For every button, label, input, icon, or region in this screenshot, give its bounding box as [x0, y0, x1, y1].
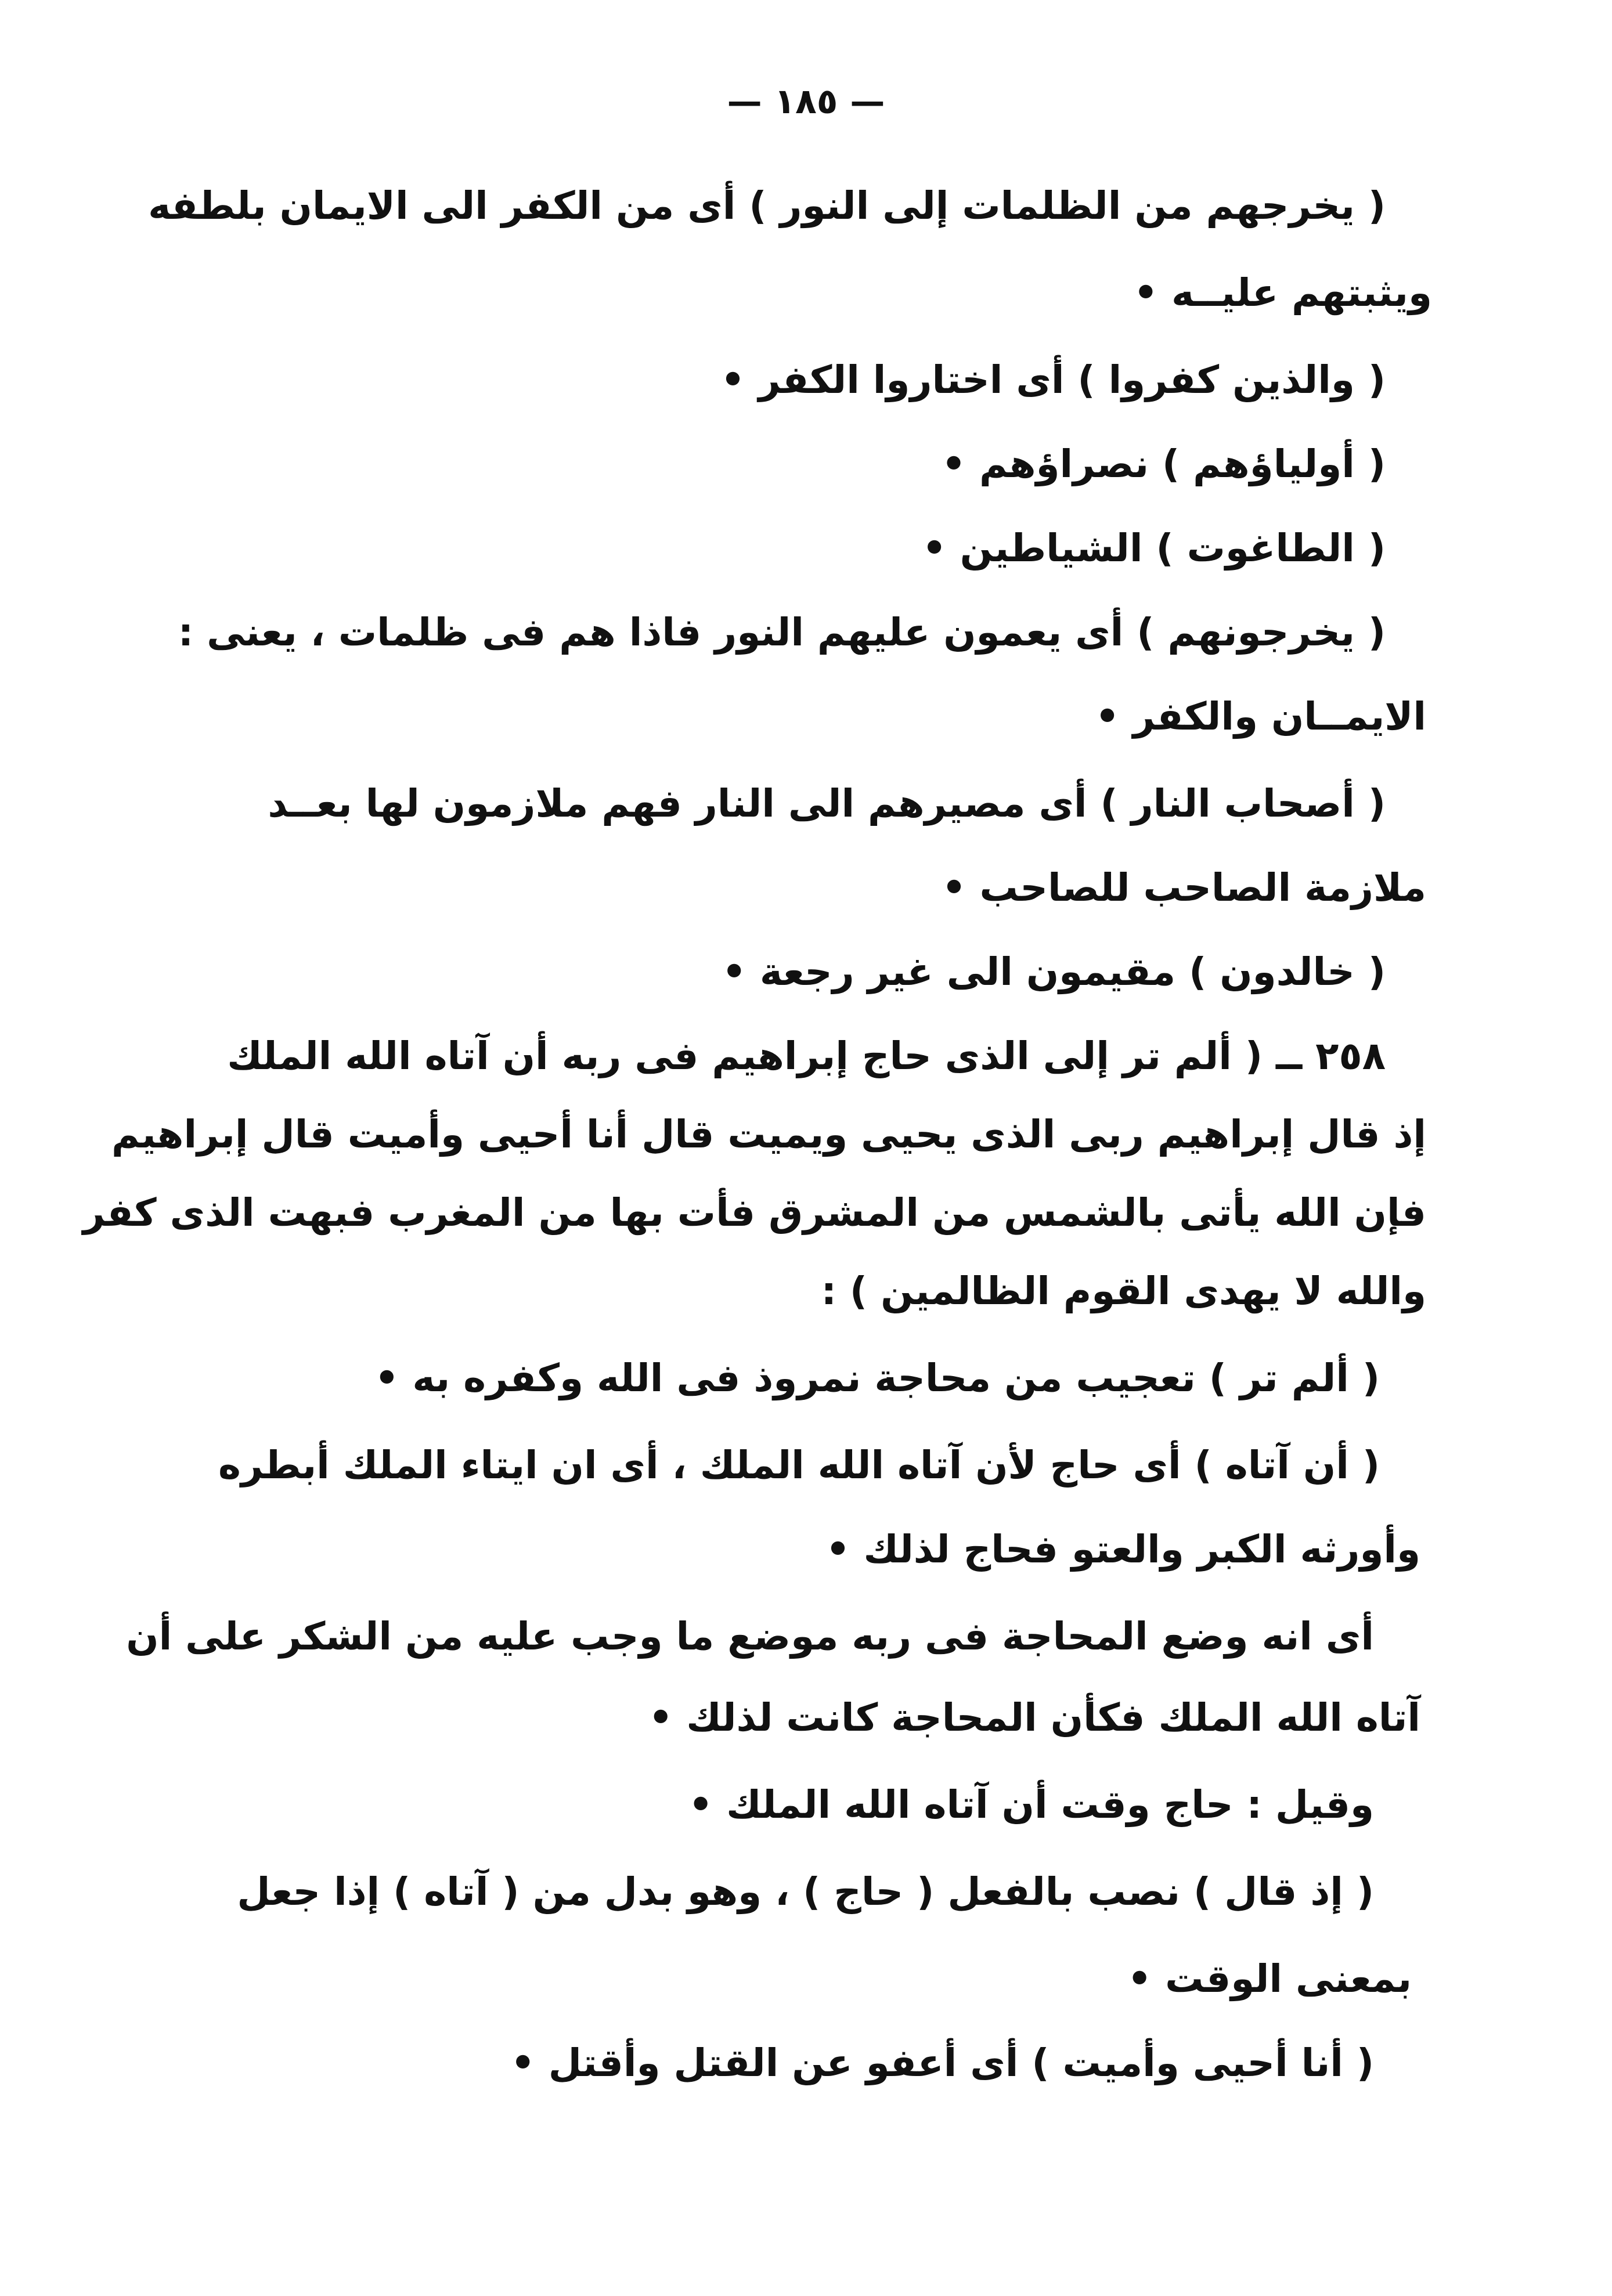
text-line: ( أولياؤهم ) نصراؤهم •: [941, 442, 1386, 486]
text-line: وقيل : حاج وقت أن آتاه الله الملك •: [688, 1782, 1374, 1827]
text-line: والله لا يهدى القوم الظالمين ) :: [821, 1269, 1426, 1313]
text-line: ( يخرجهم من الظلمات إلى النور ) أى من الكفر الى الايمان بلطفه: [148, 183, 1386, 228]
text-line: الايمــان والكفر •: [1095, 694, 1426, 739]
text-line: إذ قال إبراهيم ربى الذى يحيى ويميت قال أنا أحيى وأميت قال إبراهيم: [111, 1112, 1426, 1157]
text-line: ( أصحاب النار ) أى مصيرهم الى النار فهم ملازمون لها بعــد: [268, 781, 1386, 826]
text-line: ( أن آتاه ) أى حاج لأن آتاه الله الملك ، أى ان ايتاء الملك أبطره: [218, 1443, 1380, 1488]
text-line: آتاه الله الملك فكأن المحاجة كانت لذلك •: [648, 1695, 1420, 1740]
text-line: ٢٥٨ ــ ( ألم تر إلى الذى حاج إبراهيم فى ربه أن آتاه الله الملك: [227, 1034, 1386, 1078]
text-line: ملازمة الصاحب للصاحب •: [942, 865, 1426, 910]
page-number: — ١٨٥ —: [727, 81, 885, 122]
text-line: ( أنا أحيى وأميت ) أى أعفو عن القتل وأقتل •: [510, 2041, 1374, 2085]
text-line: وأورثه الكبر والعتو فحاج لذلك •: [825, 1527, 1420, 1572]
text-line: بمعنى الوقت •: [1127, 1956, 1412, 2001]
text-line: ( خالدون ) مقيمون الى غير رجعة •: [722, 950, 1386, 994]
text-line: ( والذين كفروا ) أى اختاروا الكفر •: [720, 358, 1386, 402]
text-line: ( الطاغوت ) الشياطين •: [922, 526, 1386, 571]
text-line: ويثبتهم عليــه •: [1133, 270, 1432, 315]
text-line: ( ألم تر ) تعجيب من محاجة نمروذ فى الله وكفره به •: [374, 1356, 1380, 1400]
text-line: ( يخرجونهم ) أى يعمون عليهم النور فاذا هم فى ظلمات ، يعنى :: [178, 610, 1386, 655]
text-line: فإن الله يأتى بالشمس من المشرق فأت بها من المغرب فبهت الذى كفر: [82, 1190, 1426, 1235]
text-line: أى انه وضع المحاجة فى ربه موضع ما وجب عليه من الشكر على أن: [126, 1614, 1374, 1659]
text-line: ( إذ قال ) نصب بالفعل ( حاج ) ، وهو بدل من ( آتاه ) إذا جعل: [237, 1869, 1374, 1914]
